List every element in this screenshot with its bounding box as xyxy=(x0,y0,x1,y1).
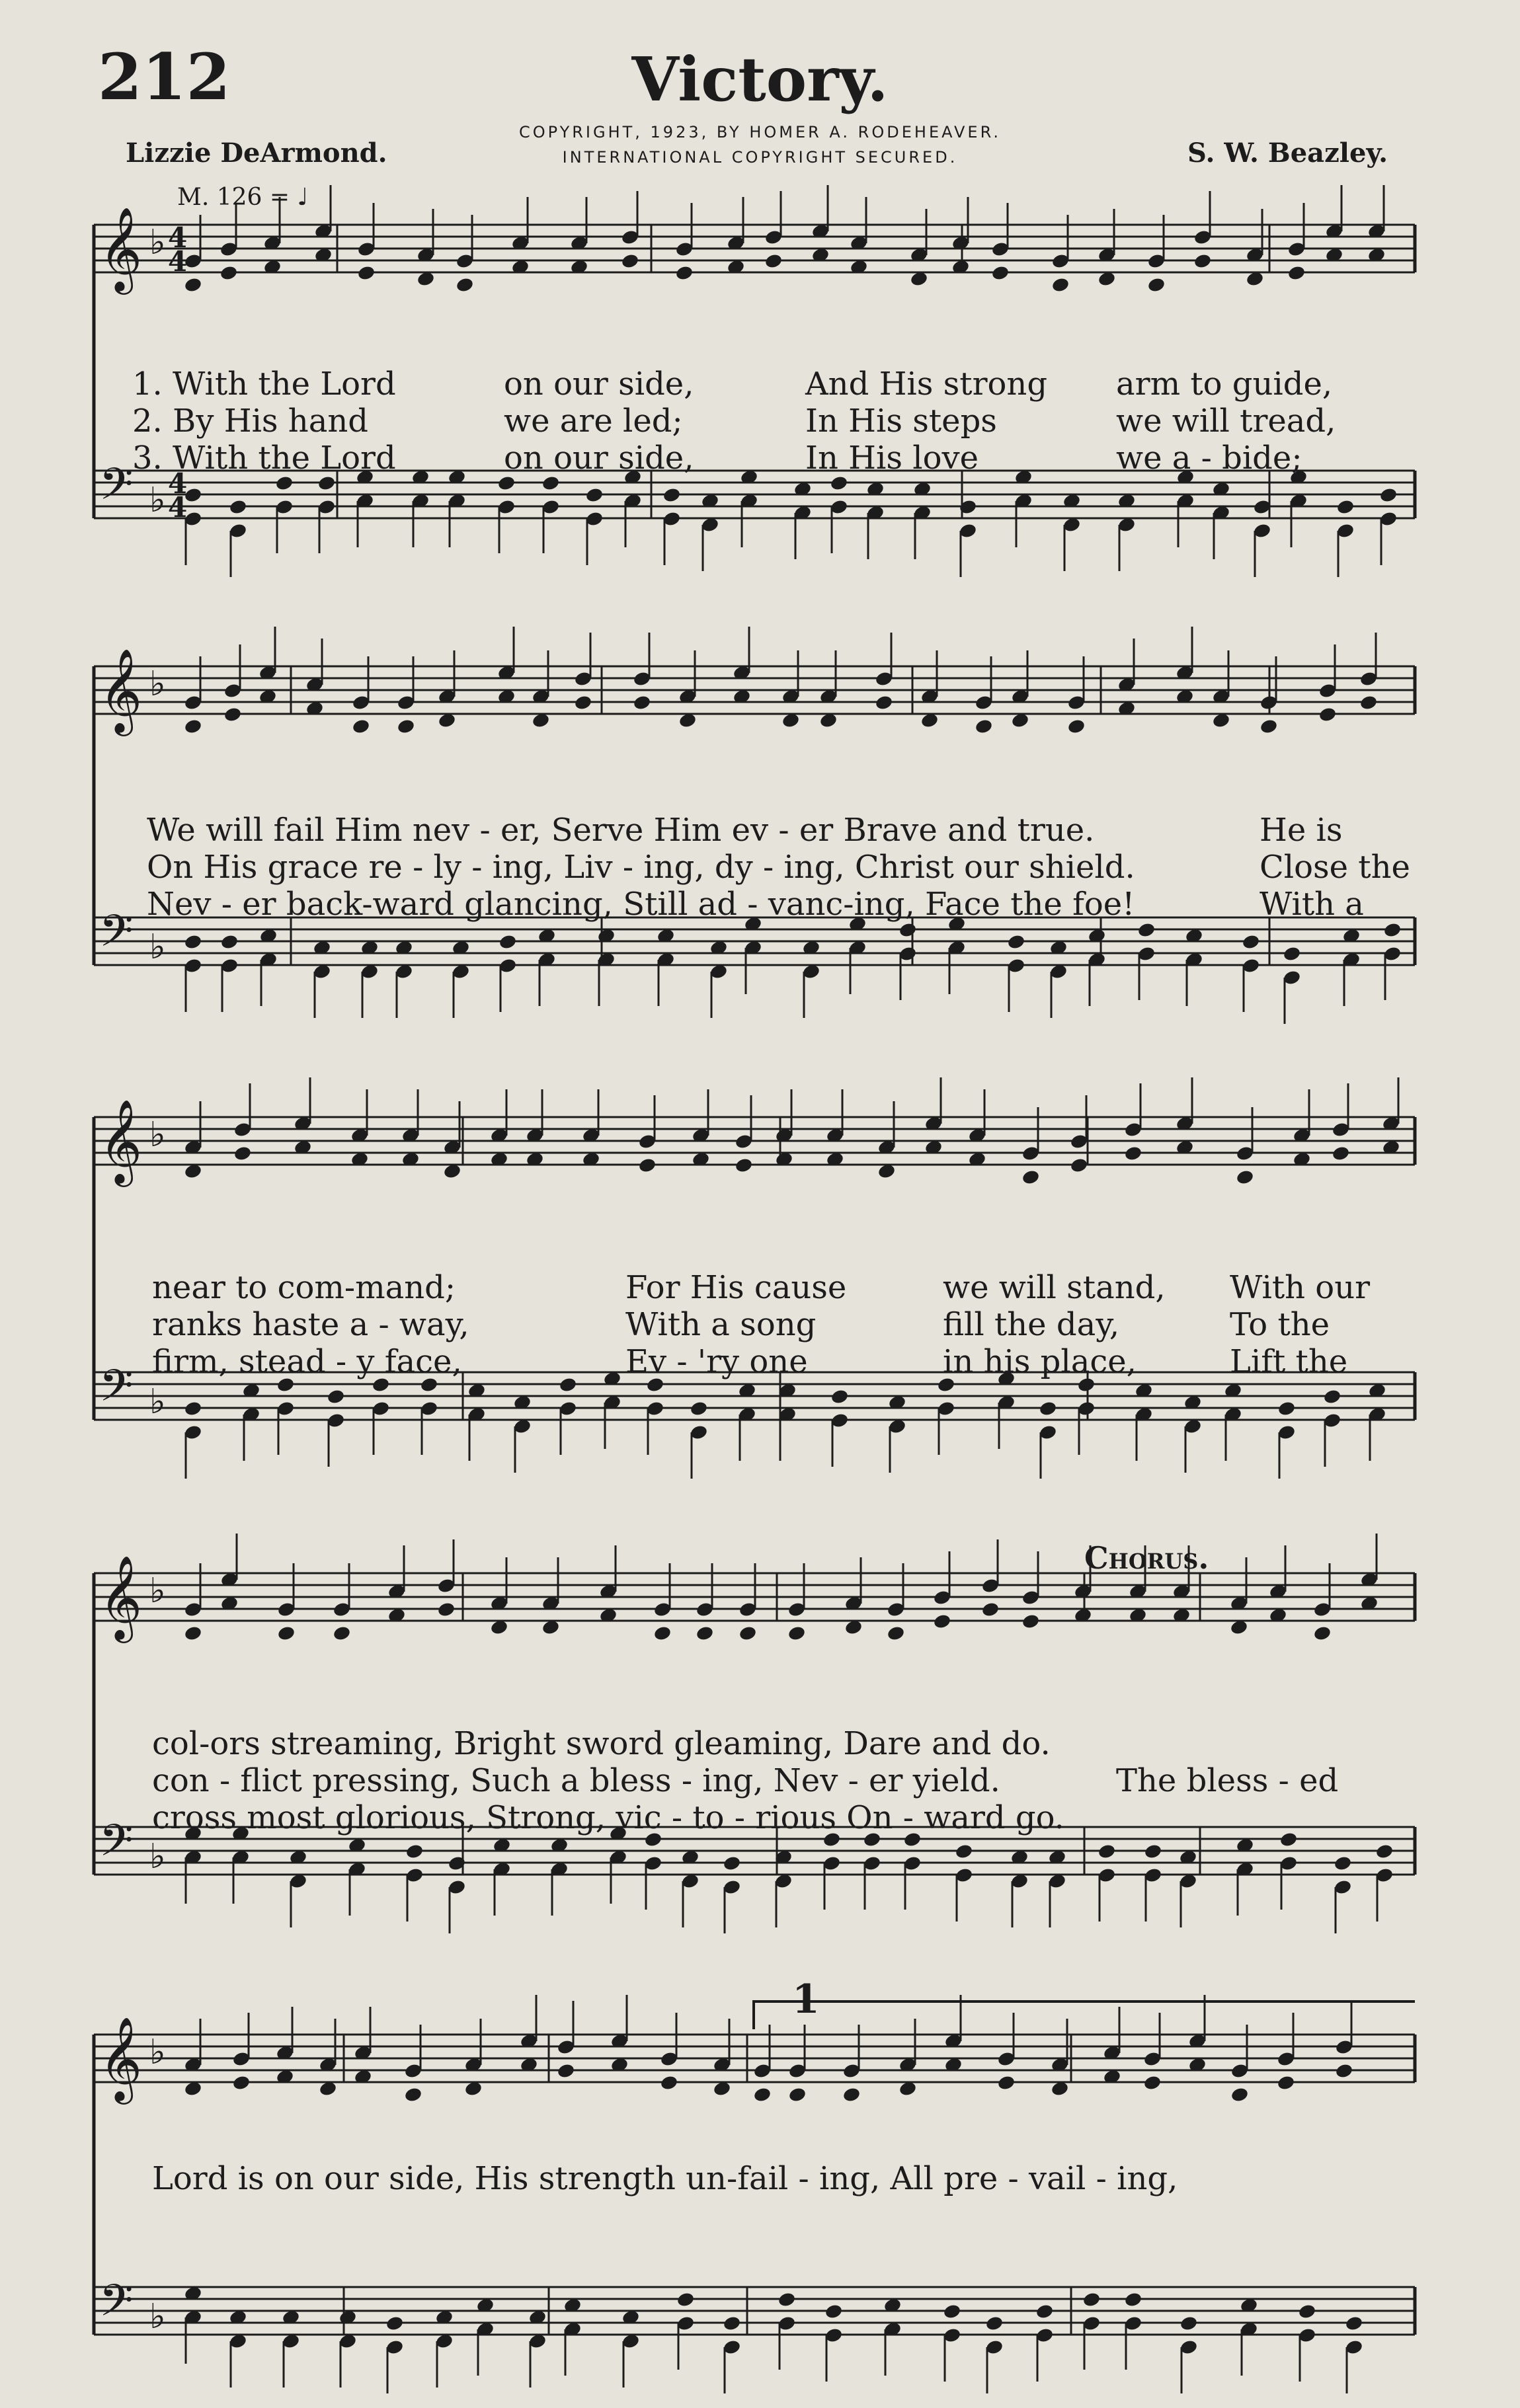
flat-sign: ♭ xyxy=(149,2297,166,2337)
lyric-s1-v2-c: In His steps xyxy=(805,403,997,440)
note-head xyxy=(991,264,1010,281)
note-head xyxy=(223,706,243,722)
note-head xyxy=(1375,1843,1394,1859)
flat-sign: ♭ xyxy=(149,1837,166,1877)
note-head xyxy=(830,475,849,491)
note-head xyxy=(875,694,894,711)
time-signature: 4 xyxy=(168,467,188,500)
chorus-label: Chorus. xyxy=(1084,1540,1209,1576)
time-signature: 4 xyxy=(168,245,188,278)
note-head xyxy=(184,276,203,293)
note-head xyxy=(233,1145,253,1161)
lyric-s4-v2-a: con - flict pressing, Such a bless - ing, Nev - er yield. xyxy=(152,1762,1000,1799)
lyric-s3-v3-c: in his place, xyxy=(943,1343,1137,1380)
note-head xyxy=(1070,1157,1089,1173)
note-head xyxy=(1313,1625,1332,1641)
note-head xyxy=(1137,921,1156,938)
note-head xyxy=(633,694,652,711)
note-head xyxy=(352,718,371,734)
note-head xyxy=(397,718,416,734)
first-ending-bracket xyxy=(754,2001,1415,2029)
note-head xyxy=(1035,2303,1055,2319)
note-head xyxy=(385,2315,405,2331)
lyric-s3-v1-b: For His cause xyxy=(625,1269,847,1306)
bass-clef: 𝄢 xyxy=(99,1815,134,1877)
lyric-s1-v2-d: we will tread, xyxy=(1116,403,1336,440)
note-head xyxy=(1143,2074,1162,2091)
lyric-s5-v1-a: Lord is on our side, His strength un-fail - ing, All pre - vail - ing, xyxy=(152,2160,1178,2197)
note-head xyxy=(333,1625,352,1641)
note-head xyxy=(1383,921,1402,938)
lyric-s2-v1-a: We will fail Him nev - er, Serve Him ev - er Brave and true. xyxy=(147,812,1095,849)
lyric-s3-v3-a: firm, stead - y face, xyxy=(152,1343,462,1380)
note-head xyxy=(675,264,694,281)
note-head xyxy=(1021,1169,1041,1185)
note-head xyxy=(1180,2315,1199,2331)
note-head xyxy=(933,1613,952,1629)
lyric-s2-v2-b: Close the xyxy=(1260,849,1410,886)
note-head xyxy=(437,1601,456,1617)
note-head xyxy=(955,1843,974,1859)
note-head xyxy=(696,1625,715,1641)
copyright-line-1: COPYRIGHT, 1923, BY HOMER A. RODEHEAVER. xyxy=(518,123,1002,141)
flat-sign: ♭ xyxy=(149,2033,166,2072)
note-head xyxy=(585,486,604,503)
author-credit: Lizzie DeArmond. xyxy=(126,137,387,169)
lyric-s1-v3-c: In His love xyxy=(805,440,979,477)
note-head xyxy=(1283,945,1302,962)
note-head xyxy=(1124,1145,1143,1161)
note-head xyxy=(1242,933,1261,950)
note-head xyxy=(1067,718,1086,734)
note-head xyxy=(559,1376,578,1393)
note-head xyxy=(184,718,203,734)
flat-sign: ♭ xyxy=(149,1571,166,1611)
note-head xyxy=(975,718,994,734)
note-head xyxy=(1051,276,1070,293)
note-head xyxy=(981,1601,1000,1617)
lyric-s1-v1-d: arm to guide, xyxy=(1116,366,1333,403)
note-head xyxy=(1277,2074,1296,2091)
hymn-title: Victory. xyxy=(631,44,889,115)
note-head xyxy=(574,694,593,711)
treble-clef: 𝄞 xyxy=(99,2016,143,2101)
treble-clef: 𝄞 xyxy=(99,1555,143,1639)
lyric-s3-v2-a: ranks haste a - way, xyxy=(152,1306,469,1343)
note-head xyxy=(275,475,294,491)
lyric-s3-v2-d: To the xyxy=(1230,1306,1330,1343)
lyric-s4-v3-a: cross most glorious, Strong, vic - to - rious On - ward go. xyxy=(152,1799,1064,1836)
note-head xyxy=(405,1843,424,1859)
treble-clef: 𝄞 xyxy=(99,206,143,291)
lyric-s3-v1-d: With our xyxy=(1230,1269,1371,1306)
note-head xyxy=(541,475,561,491)
note-head xyxy=(184,1625,203,1641)
note-head xyxy=(723,2315,742,2331)
lyric-s3-v3-d: Lift the xyxy=(1230,1343,1348,1380)
note-head xyxy=(220,264,239,281)
lyric-s3-v1-a: near to com-mand; xyxy=(152,1269,456,1306)
note-head xyxy=(824,2303,844,2319)
bass-clef: 𝄢 xyxy=(99,2275,134,2337)
note-head xyxy=(1287,264,1306,281)
lyric-s3-v2-b: With a song xyxy=(625,1306,817,1343)
note-head xyxy=(788,2086,807,2103)
time-signature: 4 xyxy=(168,221,188,254)
note-head xyxy=(1279,1831,1299,1847)
lyric-s1-v1-b: on our side, xyxy=(504,366,694,403)
note-head xyxy=(653,1625,672,1641)
note-head xyxy=(887,1625,906,1641)
note-head xyxy=(764,252,783,269)
note-head xyxy=(943,2303,962,2319)
note-head xyxy=(1323,1388,1342,1405)
note-head xyxy=(1332,1145,1351,1161)
note-head xyxy=(830,1388,850,1405)
note-head xyxy=(1335,2062,1354,2079)
note-head xyxy=(232,2074,251,2091)
note-head xyxy=(690,1400,709,1417)
note-head xyxy=(997,2074,1016,2091)
note-head xyxy=(557,2062,576,2079)
note-head xyxy=(1236,1169,1255,1185)
metronome-mark: M. 126 = ♩ xyxy=(177,184,309,211)
note-head xyxy=(1298,2303,1317,2319)
flat-sign: ♭ xyxy=(149,1115,166,1155)
lyric-s4-v2-b: The bless - ed xyxy=(1116,1762,1339,1799)
page-number: 212 xyxy=(98,40,231,114)
note-head xyxy=(1334,1855,1353,1871)
note-head xyxy=(739,1625,758,1641)
note-head xyxy=(327,1388,346,1405)
note-head xyxy=(499,933,518,950)
note-head xyxy=(660,2074,679,2091)
note-head xyxy=(1098,1843,1117,1859)
bass-clef: 𝄢 xyxy=(99,1360,134,1422)
note-head xyxy=(787,1625,807,1641)
lyric-s3-v1-c: we will stand, xyxy=(943,1269,1166,1306)
note-head xyxy=(456,276,475,293)
note-head xyxy=(735,1157,754,1173)
note-head xyxy=(1007,933,1026,950)
lyric-s1-v2-a: 2. By His hand xyxy=(132,403,368,440)
composer-credit: S. W. Beazley. xyxy=(1187,137,1388,169)
note-head xyxy=(985,2315,1004,2331)
flat-sign: ♭ xyxy=(149,927,166,967)
note-head xyxy=(899,921,918,938)
note-head xyxy=(842,2086,861,2103)
note-head xyxy=(357,264,376,281)
note-head xyxy=(184,1400,203,1417)
note-head xyxy=(676,2291,696,2308)
lyric-s2-v3-a: Nev - er back-ward glancing, Still ad - vanc-ing, Face the foe! xyxy=(147,886,1135,923)
note-head xyxy=(1124,2291,1143,2308)
note-head xyxy=(220,933,239,950)
note-head xyxy=(404,2086,423,2103)
lyric-s3-v2-c: fill the day, xyxy=(943,1306,1120,1343)
flat-sign: ♭ xyxy=(149,664,166,704)
note-head xyxy=(1082,2291,1101,2308)
lyric-s3-v3-b: Ev - 'ry one xyxy=(625,1343,808,1380)
lyric-s1-v3-a: 3. With the Lord xyxy=(132,440,396,477)
lyric-s2-v3-b: With a xyxy=(1260,886,1364,923)
note-head xyxy=(638,1157,657,1173)
flat-sign: ♭ xyxy=(149,223,166,262)
treble-clef: 𝄞 xyxy=(99,648,143,732)
note-head xyxy=(1277,1400,1297,1417)
note-head xyxy=(1144,1843,1163,1859)
lyric-s4-v1-a: col-ors streaming, Bright sword gleaming, Dare and do. xyxy=(152,1725,1051,1762)
note-head xyxy=(621,252,640,269)
note-head xyxy=(1379,486,1398,503)
note-head xyxy=(1230,2086,1250,2103)
note-head xyxy=(1039,1400,1058,1417)
copyright-line-2: INTERNATIONAL COPYRIGHT SECURED. xyxy=(562,148,958,167)
lyric-s1-v3-d: we a - bide; xyxy=(1116,440,1302,477)
note-head xyxy=(497,475,516,491)
lyric-s2-v2-a: On His grace re - ly - ing, Liv - ing, dy - ing, Christ our shield. xyxy=(147,849,1135,886)
note-head xyxy=(1345,2315,1364,2331)
note-head xyxy=(277,1625,296,1641)
note-head xyxy=(1260,718,1279,734)
note-head xyxy=(1359,694,1379,711)
flat-sign: ♭ xyxy=(149,1382,166,1422)
note-head xyxy=(1021,1613,1041,1629)
time-signature: 4 xyxy=(168,491,188,524)
note-head xyxy=(753,2086,772,2103)
note-head xyxy=(184,933,203,950)
first-ending-label: 1 xyxy=(792,1976,820,2023)
note-head xyxy=(723,1855,742,1871)
treble-clef: 𝄞 xyxy=(99,1099,143,1183)
bass-clef: 𝄢 xyxy=(99,906,134,967)
note-head xyxy=(317,475,337,491)
note-head xyxy=(229,498,248,515)
bass-clef: 𝄢 xyxy=(99,459,134,520)
note-head xyxy=(1336,498,1355,515)
note-head xyxy=(1147,276,1166,293)
note-head xyxy=(1318,706,1338,722)
note-head xyxy=(778,2291,797,2308)
flat-sign: ♭ xyxy=(149,481,166,520)
note-head xyxy=(662,486,682,503)
lyric-s1-v1-c: And His strong xyxy=(805,366,1048,403)
lyric-s1-v1-a: 1. With the Lord xyxy=(132,366,396,403)
lyric-s2-v1-b: He is xyxy=(1260,812,1343,849)
note-head xyxy=(1193,252,1213,269)
lyric-s1-v2-b: we are led; xyxy=(504,403,683,440)
lyric-s1-v3-b: on our side, xyxy=(504,440,694,477)
